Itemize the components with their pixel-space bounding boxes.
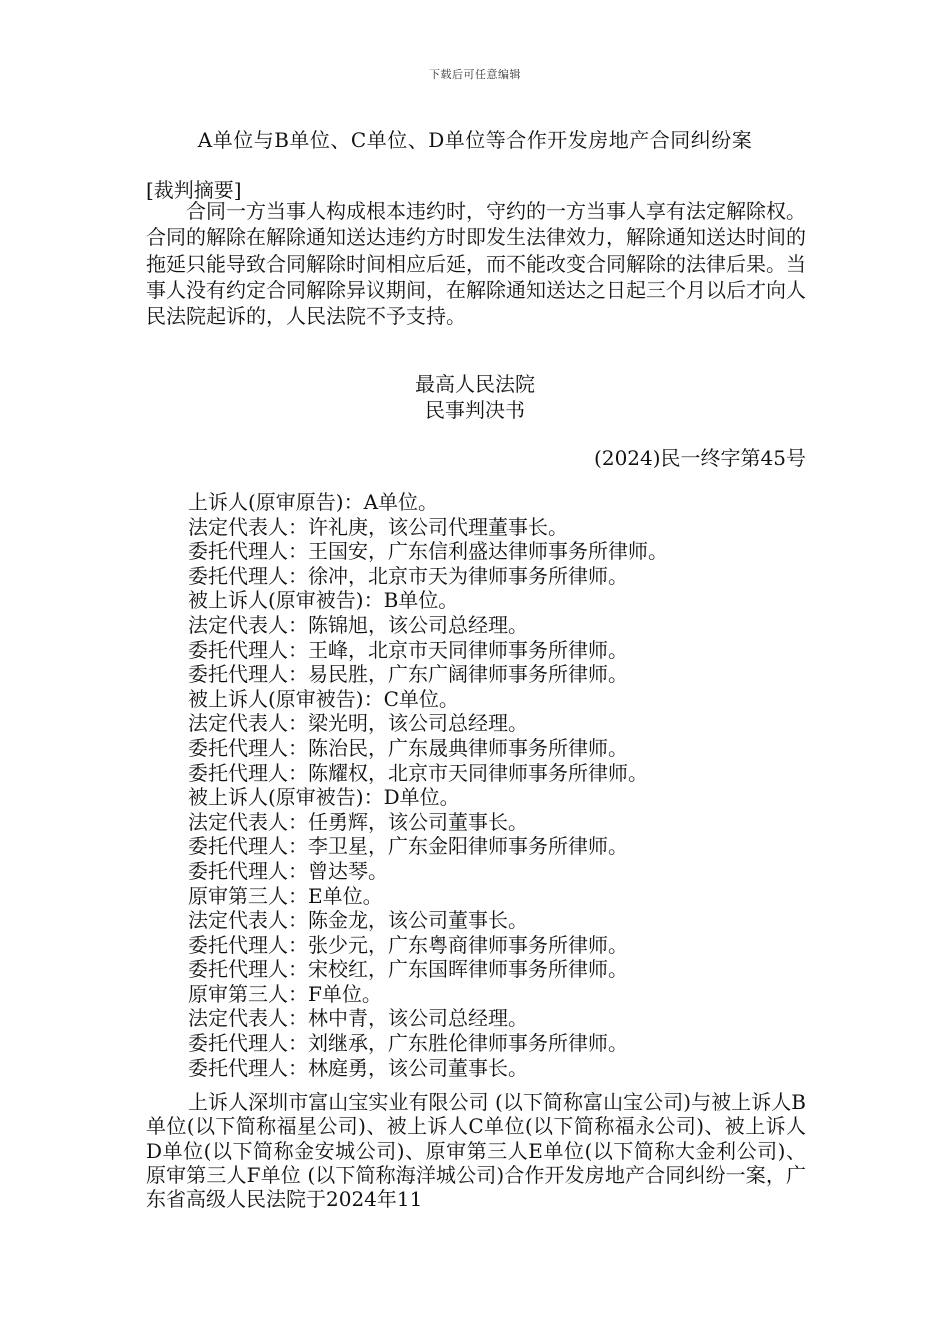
party-line: 法定代表人：梁光明，该公司总经理。 [188,711,528,736]
party-line: 委托代理人：曾达琴。 [188,858,388,883]
party-line: 委托代理人：宋校红，广东国晖律师事务所律师。 [188,957,628,982]
case-number: (2024)民一终字第45号 [594,446,806,470]
party-line: 法定代表人：林中青，该公司总经理。 [188,1006,528,1031]
document-title: A单位与B单位、C单位、D单位等合作开发房地产合同纠纷案 [197,128,753,152]
party-line: 被上诉人(原审被告)：D单位。 [188,785,460,810]
summary-label: [裁判摘要] [146,178,242,202]
party-line: 法定代表人：任勇辉，该公司董事长。 [188,809,528,834]
party-line: 法定代表人：陈锦旭，该公司总经理。 [188,612,528,637]
document-type: 民事判决书 [425,398,525,422]
party-line: 委托代理人：林庭勇，该公司董事长。 [188,1055,528,1080]
party-line: 原审第三人：F单位。 [188,981,382,1006]
party-line: 委托代理人：刘继承，广东胜伦律师事务所律师。 [188,1031,628,1056]
party-line: 委托代理人：陈治民，广东晟典律师事务所律师。 [188,735,628,760]
party-list [188,490,668,1080]
party-line: 上诉人(原审原告)：A单位。 [188,490,439,514]
party-line: 法定代表人：许礼庚，该公司代理董事长。 [188,514,568,539]
party-line: 法定代表人：陈金龙，该公司董事长。 [188,908,528,933]
party-line: 被上诉人(原审被告)：C单位。 [188,686,459,711]
summary-text: 合同一方当事人构成根本违约时，守约的一方当事人享有法定解除权。合同的解除在解除通知送达违约方时即发生法律效力，解除通知送达时间的拖延只能导致合同解除时间相应后延，而不能改变合同解除的法律后果。当事人没有约定合同解除异议期间，在解除通知送达之日起三个月以后才向人民法院起诉的，人民法院不予支持。 [146,199,806,329]
party-line: 委托代理人：王峰，北京市天同律师事务所律师。 [188,637,628,662]
party-line: 委托代理人：陈耀权，北京市天同律师事务所律师。 [188,760,648,785]
party-line: 委托代理人：李卫星，广东金阳律师事务所律师。 [188,834,628,859]
court-name: 最高人民法院 [415,372,535,396]
party-line: 委托代理人：王国安，广东信利盛达律师事务所律师。 [188,539,668,564]
header-note: 下载后可任意编辑 [429,68,521,81]
party-line: 原审第三人：E单位。 [188,883,383,908]
party-line: 委托代理人：易民胜，广东广阔律师事务所律师。 [188,662,628,687]
party-line: 被上诉人(原审被告)：B单位。 [188,588,459,613]
party-line: 委托代理人：徐冲，北京市天为律师事务所律师。 [188,563,628,588]
party-line: 委托代理人：张少元，广东粤商律师事务所律师。 [188,932,628,957]
body-paragraph: 上诉人深圳市富山宝实业有限公司 (以下简称富山宝公司)与被上诉人B单位(以下简称福星公司)、被上诉人C单位(以下简称福永公司)、被上诉人D单位(以下简称金安城公司)、原审第三人E单位(以下简称大金利公司)、原审第三人F单位 (以下简称海洋城公司)合作开发房地产合同纠纷一案，广东省高级人民法院于2024年11 [146,1090,806,1212]
